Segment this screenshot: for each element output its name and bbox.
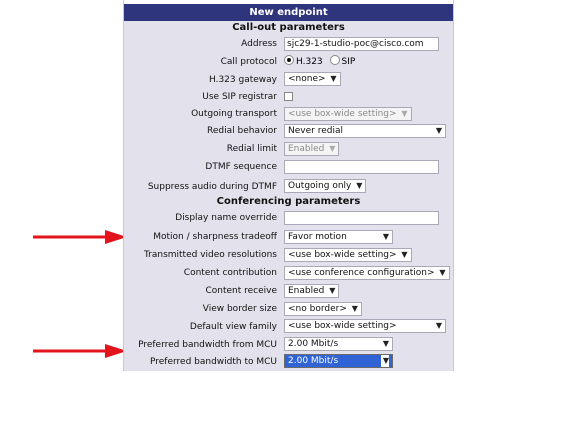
content-receive-select[interactable] <box>284 284 339 298</box>
call-protocol-radio-group <box>284 55 355 69</box>
content-contribution-select[interactable] <box>284 266 450 280</box>
bw-from-mcu-value: 2.00 Mbit/s <box>288 339 339 349</box>
radio-h323-label: H.323 <box>296 57 323 67</box>
chevron-down-icon: ▼ <box>401 109 408 118</box>
default-view-family-select[interactable] <box>284 319 446 333</box>
tx-video-resolutions-value: <use box-wide setting> <box>288 250 397 260</box>
use-sip-registrar-label: Use SIP registrar <box>202 92 277 102</box>
use-sip-registrar-checkbox[interactable] <box>284 92 293 101</box>
red-arrow-annotation-motion <box>33 229 128 245</box>
chevron-down-icon: ▼ <box>356 181 363 190</box>
chevron-down-icon: ▼ <box>330 74 337 83</box>
bw-from-mcu-label: Preferred bandwidth from MCU <box>138 340 277 350</box>
chevron-down-icon: ▼ <box>435 321 442 330</box>
bw-to-mcu-select[interactable] <box>284 354 393 368</box>
h323-gateway-label: H.323 gateway <box>208 75 277 85</box>
tx-video-resolutions-label: Transmitted video resolutions <box>143 250 277 260</box>
callout-section-title: Call-out parameters <box>232 22 345 33</box>
call-protocol-label: Call protocol <box>220 57 277 67</box>
h323-gateway-select[interactable] <box>284 72 341 86</box>
radio-sip[interactable] <box>330 55 340 65</box>
bw-to-mcu-value: 2.00 Mbit/s <box>288 356 339 366</box>
chevron-down-icon: ▼ <box>351 304 358 313</box>
redial-behavior-label: Redial behavior <box>207 126 277 136</box>
suppress-audio-value: Outgoing only <box>288 181 352 191</box>
redial-limit-value: Enabled <box>288 144 325 154</box>
content-receive-label: Content receive <box>205 286 277 296</box>
redial-limit-label: Redial limit <box>226 144 277 154</box>
address-label: Address <box>241 39 277 49</box>
content-contribution-label: Content contribution <box>183 268 277 278</box>
view-border-size-label: View border size <box>202 304 277 314</box>
display-name-override-input[interactable] <box>284 211 439 225</box>
redial-behavior-value: Never redial <box>288 126 343 136</box>
chevron-down-icon: ▼ <box>382 356 389 365</box>
bw-from-mcu-select[interactable] <box>284 337 393 351</box>
default-view-family-label: Default view family <box>189 322 277 332</box>
motion-sharpness-label: Motion / sharpness tradeoff <box>153 232 277 242</box>
chevron-down-icon: ▼ <box>382 339 389 348</box>
motion-sharpness-select[interactable] <box>284 230 393 244</box>
new-endpoint-form-panel <box>123 0 454 371</box>
chevron-down-icon: ▼ <box>401 250 408 259</box>
outgoing-transport-value: <use box-wide setting> <box>288 109 397 119</box>
chevron-down-icon: ▼ <box>382 232 389 241</box>
view-border-size-value: <no border> <box>288 304 347 314</box>
motion-sharpness-value: Favor motion <box>288 232 347 242</box>
radio-sip-label: SIP <box>341 57 356 67</box>
chevron-down-icon: ▼ <box>439 268 446 277</box>
outgoing-transport-label: Outgoing transport <box>191 109 277 119</box>
dtmf-sequence-label: DTMF sequence <box>205 162 277 172</box>
content-receive-value: Enabled <box>288 286 325 296</box>
conferencing-section-title: Conferencing parameters <box>216 196 361 207</box>
address-input[interactable]: sjc29-1-studio-poc@cisco.com <box>284 37 439 51</box>
h323-gateway-value: <none> <box>288 74 326 84</box>
tx-video-resolutions-select[interactable] <box>284 248 412 262</box>
redial-behavior-select[interactable] <box>284 124 446 138</box>
suppress-audio-select[interactable] <box>284 179 366 193</box>
redial-limit-select[interactable] <box>284 142 339 156</box>
radio-h323[interactable] <box>284 55 294 65</box>
view-border-size-select[interactable] <box>284 302 362 316</box>
panel-title: New endpoint <box>124 4 453 21</box>
content-contribution-value: <use conference configuration> <box>288 268 435 278</box>
suppress-audio-label: Suppress audio during DTMF <box>147 182 277 192</box>
default-view-family-value: <use box-wide setting> <box>288 321 397 331</box>
chevron-down-icon: ▼ <box>329 144 336 153</box>
display-name-override-label: Display name override <box>175 213 277 223</box>
outgoing-transport-select[interactable] <box>284 107 412 121</box>
chevron-down-icon: ▼ <box>329 286 336 295</box>
dtmf-sequence-input[interactable] <box>284 160 439 174</box>
chevron-down-icon: ▼ <box>435 126 442 135</box>
bw-to-mcu-label: Preferred bandwidth to MCU <box>149 357 277 367</box>
red-arrow-annotation-bandwidth <box>33 343 128 359</box>
